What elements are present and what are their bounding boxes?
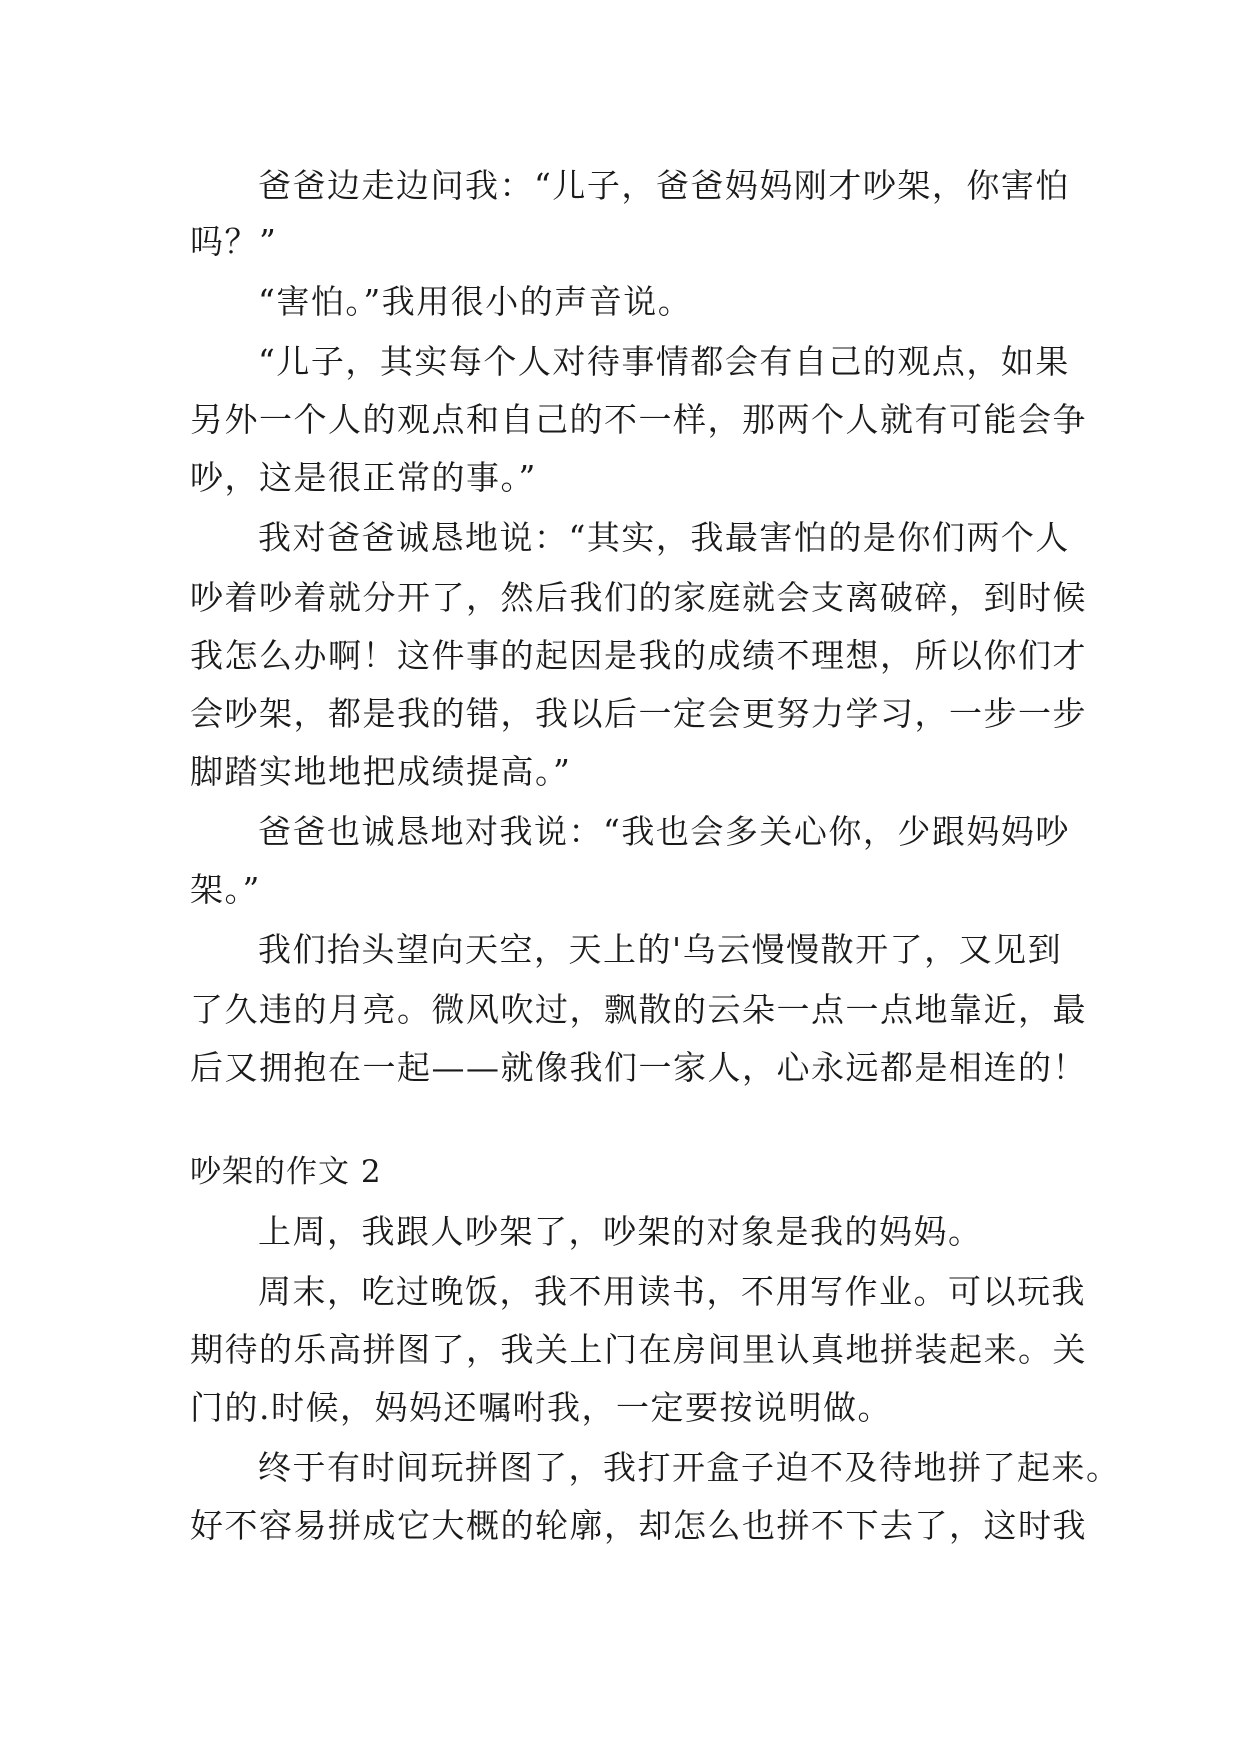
paragraph-line: “害怕。”我用很小的声音说。 — [258, 282, 693, 321]
paragraph-line: 另外一个人的观点和自己的不一样，那两个人就有可能会争 — [190, 400, 1087, 439]
paragraph-line: 周末，吃过晚饭，我不用读书，不用写作业。可以玩我 — [258, 1272, 1086, 1311]
paragraph-line: 上周，我跟人吵架了，吵架的对象是我的妈妈。 — [258, 1212, 983, 1251]
paragraph-line: 会吵架，都是我的错，我以后一定会更努力学习，一步一步 — [190, 694, 1087, 733]
paragraph-line: 门的.时候，妈妈还嘱咐我，一定要按说明做。 — [190, 1388, 892, 1427]
paragraph-line: 爸爸边走边问我：“儿子，爸爸妈妈刚才吵架，你害怕 — [258, 166, 1070, 205]
paragraph-line: 好不容易拼成它大概的轮廓，却怎么也拼不下去了，这时我 — [190, 1506, 1087, 1545]
paragraph-line: “儿子，其实每个人对待事情都会有自己的观点，如果 — [258, 342, 1070, 381]
paragraph-line: 我们抬头望向天空，天上的'乌云慢慢散开了，又见到 — [258, 930, 1063, 969]
paragraph-line: 吵，这是很正常的事。” — [190, 458, 537, 497]
paragraph-line: 期待的乐高拼图了，我关上门在房间里认真地拼装起来。关 — [190, 1330, 1087, 1369]
paragraph-line: 我对爸爸诚恳地说：“其实，我最害怕的是你们两个人 — [258, 518, 1070, 557]
paragraph-line: 我怎么办啊！这件事的起因是我的成绩不理想，所以你们才 — [190, 636, 1087, 675]
paragraph-line: 后又拥抱在一起——就像我们一家人，心永远都是相连的！ — [190, 1048, 1087, 1087]
paragraph-line: 吗？” — [190, 222, 278, 261]
paragraph-line: 了久违的月亮。微风吹过，飘散的云朵一点一点地靠近，最 — [190, 990, 1087, 1029]
paragraph-line: 吵着吵着就分开了，然后我们的家庭就会支离破碎，到时候 — [190, 578, 1087, 617]
paragraph-line: 爸爸也诚恳地对我说：“我也会多关心你，少跟妈妈吵 — [258, 812, 1070, 851]
paragraph-line: 架。” — [190, 870, 261, 909]
section-title: 吵架的作文 2 — [190, 1154, 382, 1190]
paragraph-line: 终于有时间玩拼图了，我打开盒子迫不及待地拼了起来。 — [258, 1448, 1121, 1487]
paragraph-line: 脚踏实地地把成绩提高。” — [190, 752, 572, 791]
